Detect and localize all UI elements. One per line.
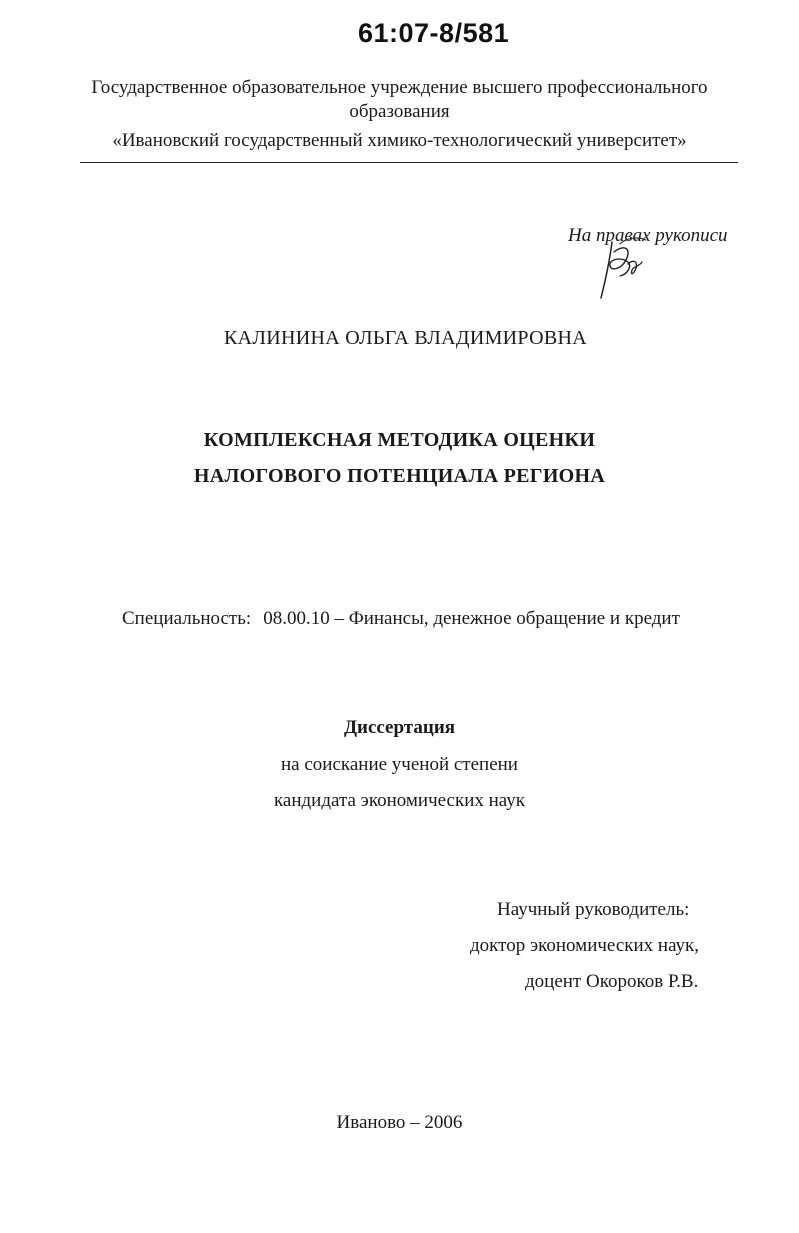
specialty-value: 08.00.10 – Финансы, денежное обращение и кредит bbox=[263, 608, 680, 629]
dissertation-type: Диссертация bbox=[343, 717, 456, 738]
handwritten-signature bbox=[598, 236, 670, 302]
place-and-year: Иваново – 2006 bbox=[336, 1112, 463, 1133]
dissertation-title-line-2: НАЛОГОВОГО ПОТЕНЦИАЛА РЕГИОНА bbox=[193, 465, 606, 487]
degree-line-1: на соискание ученой степени bbox=[281, 754, 518, 775]
institution-line-2: образования bbox=[349, 101, 450, 122]
dissertation-title-line-1: КОМПЛЕКСНАЯ МЕТОДИКА ОЦЕНКИ bbox=[203, 429, 596, 451]
author-name: КАЛИНИНА ОЛЬГА ВЛАДИМИРОВНА bbox=[224, 327, 587, 349]
institution-line-1: Государственное образовательное учреждение высшего профессионального bbox=[91, 77, 708, 98]
archive-code: 61:07-8/581 bbox=[358, 18, 510, 48]
supervisor-degree: доктор экономических наук, bbox=[470, 935, 700, 956]
header-divider bbox=[80, 162, 738, 163]
specialty-label: Специальность: bbox=[122, 608, 252, 629]
supervisor-name: доцент Окороков Р.В. bbox=[525, 971, 699, 992]
manuscript-note: На правах рукописи bbox=[568, 225, 728, 246]
supervisor-label: Научный руководитель: bbox=[497, 899, 690, 920]
degree-line-2: кандидата экономических наук bbox=[273, 790, 526, 811]
specialty bbox=[122, 608, 680, 630]
institution-line-3: «Ивановский государственный химико-технологический университет» bbox=[112, 130, 687, 151]
